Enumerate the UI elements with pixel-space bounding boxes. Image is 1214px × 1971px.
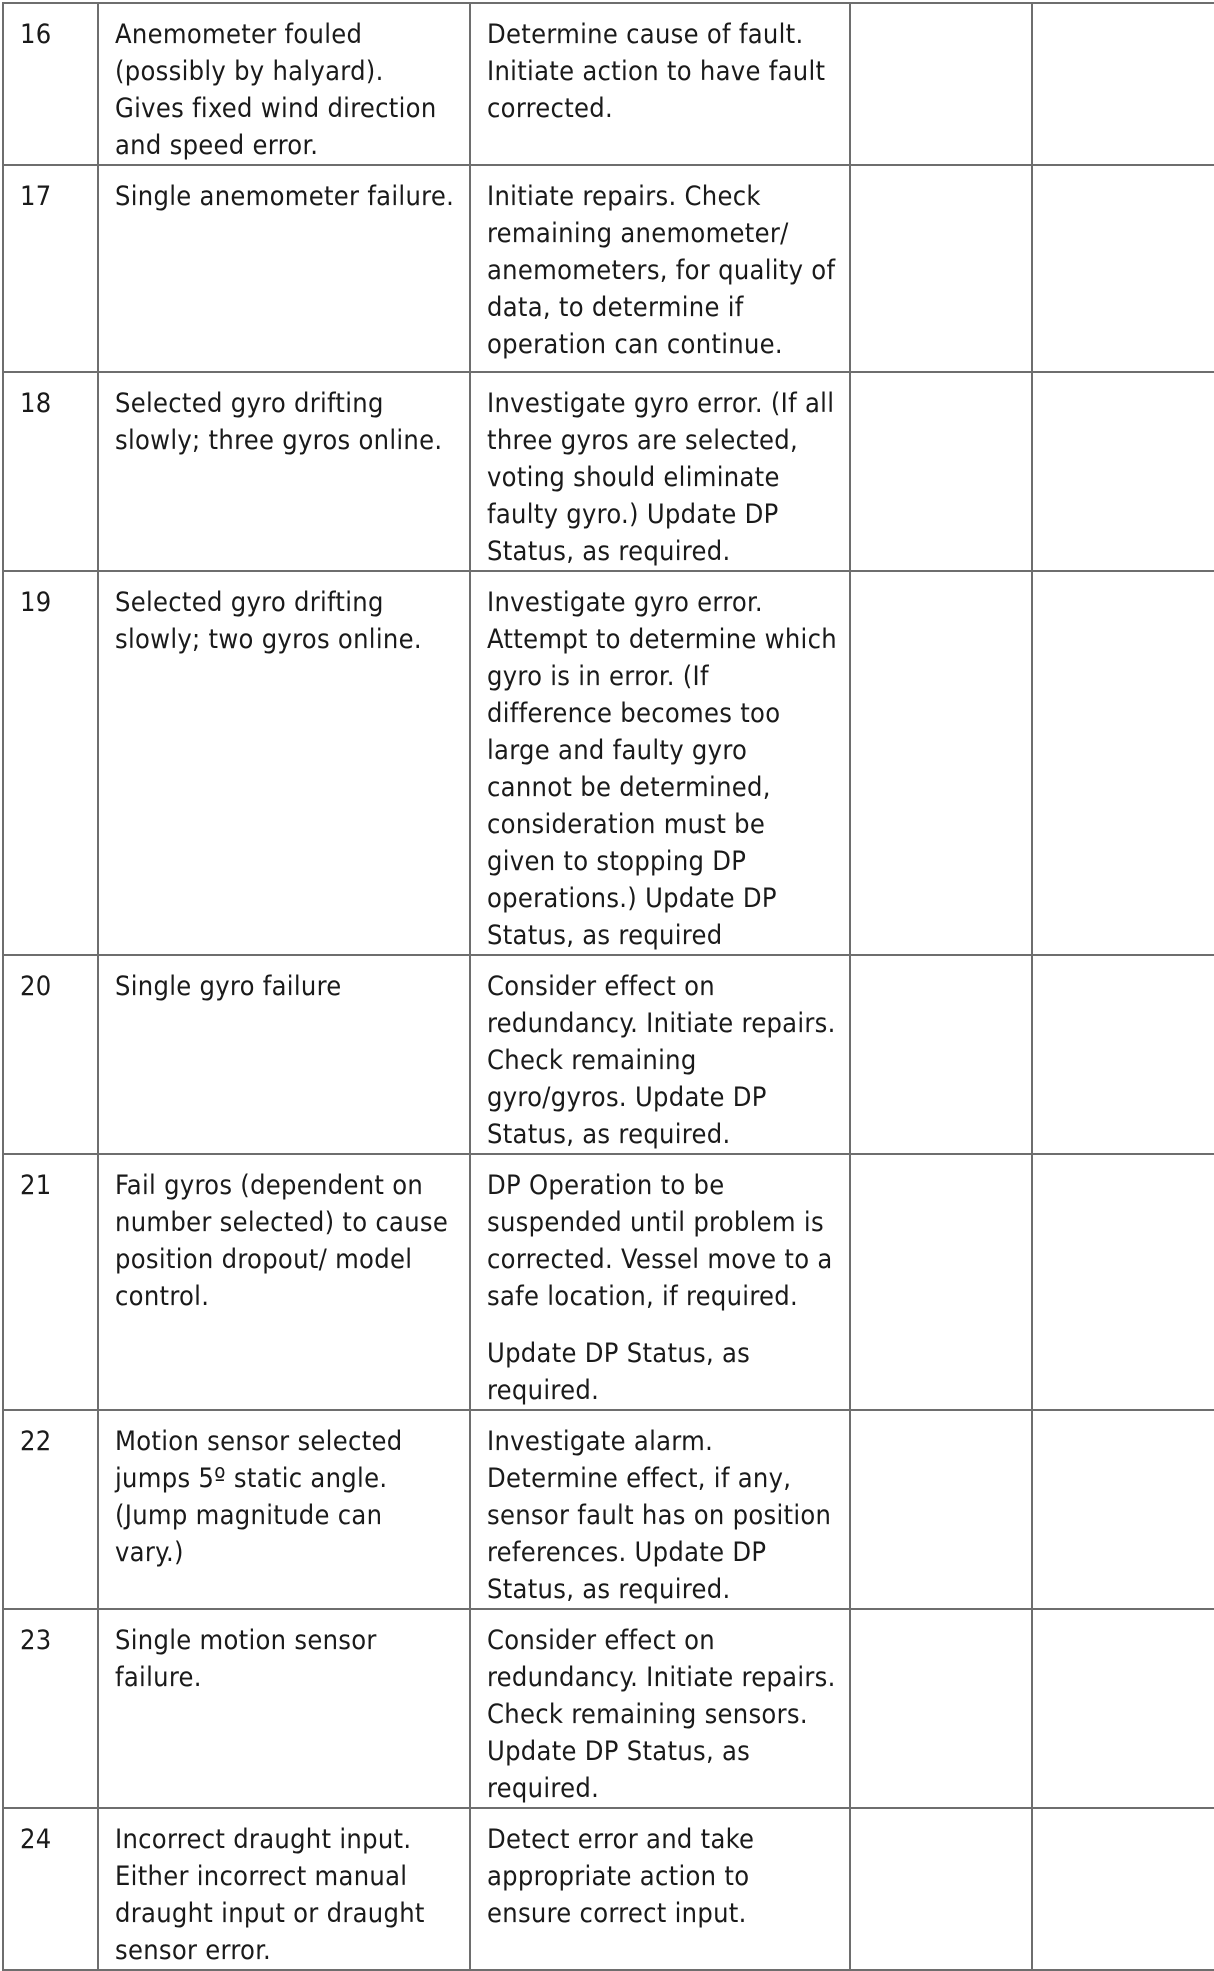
action-cell xyxy=(470,1410,850,1609)
condition-text: Fail gyros (dependent on number selected) to cause position dropout/ model control. xyxy=(115,1170,449,1312)
response-cell[interactable] xyxy=(850,1609,1032,1808)
row-number-cell xyxy=(3,571,98,955)
action-paragraph-2: Update DP Status, as required. xyxy=(487,1338,751,1406)
row-number-cell xyxy=(3,1410,98,1609)
row-number: 20 xyxy=(20,971,52,1002)
action-cell xyxy=(470,1154,850,1410)
action-cell xyxy=(470,165,850,372)
action-text: Consider effect on redundancy. Initiate repairs. Check remaining sensors. Update DP Status, as required. xyxy=(487,1625,836,1804)
table-row xyxy=(3,1609,1214,1808)
table-row xyxy=(3,372,1214,571)
action-text xyxy=(471,1155,849,1409)
condition-cell xyxy=(98,372,470,571)
row-number: 19 xyxy=(20,587,52,618)
initials-cell[interactable] xyxy=(1032,955,1214,1154)
condition-text: Single motion sensor failure. xyxy=(115,1625,377,1693)
condition-cell xyxy=(98,3,470,165)
response-cell[interactable] xyxy=(850,165,1032,372)
response-cell[interactable] xyxy=(850,1808,1032,1970)
condition-text: Single anemometer failure. xyxy=(115,181,455,212)
row-number: 22 xyxy=(20,1426,52,1457)
condition-cell xyxy=(98,1808,470,1970)
action-cell xyxy=(470,1808,850,1970)
initials-cell[interactable] xyxy=(1032,1808,1214,1970)
condition-text: Single gyro failure xyxy=(115,971,342,1002)
response-cell[interactable] xyxy=(850,372,1032,571)
condition-cell xyxy=(98,165,470,372)
table-row xyxy=(3,3,1214,165)
row-number: 23 xyxy=(20,1625,52,1656)
condition-text: Anemometer fouled (possibly by halyard). Gives fixed wind direction and speed error. xyxy=(115,19,437,161)
table-row xyxy=(3,1154,1214,1410)
table-row xyxy=(3,1410,1214,1609)
condition-text: Selected gyro drifting slowly; three gyros online. xyxy=(115,388,443,456)
action-text: Investigate gyro error. Attempt to determine which gyro is in error. (If difference becomes too large and faulty gyro cannot be determined, consideration must be given to stopping DP operations.) Update DP Status, as required xyxy=(487,587,837,951)
row-number-cell xyxy=(3,1609,98,1808)
action-text: Determine cause of fault. Initiate action to have fault corrected. xyxy=(487,19,826,124)
row-number-cell xyxy=(3,955,98,1154)
row-number-cell xyxy=(3,165,98,372)
condition-cell xyxy=(98,955,470,1154)
condition-text: Selected gyro drifting slowly; two gyros online. xyxy=(115,587,422,655)
initials-cell[interactable] xyxy=(1032,3,1214,165)
condition-cell xyxy=(98,1609,470,1808)
action-text: Detect error and take appropriate action to ensure correct input. xyxy=(487,1824,755,1929)
initials-cell[interactable] xyxy=(1032,1410,1214,1609)
row-number: 16 xyxy=(20,19,52,50)
initials-cell[interactable] xyxy=(1032,165,1214,372)
row-number: 24 xyxy=(20,1824,52,1855)
response-cell[interactable] xyxy=(850,1410,1032,1609)
condition-text: Incorrect draught input. Either incorrect manual draught input or draught sensor error. xyxy=(115,1824,425,1966)
row-number: 21 xyxy=(20,1170,52,1201)
response-cell[interactable] xyxy=(850,1154,1032,1410)
action-cell xyxy=(470,3,850,165)
table-row xyxy=(3,955,1214,1154)
condition-cell xyxy=(98,1410,470,1609)
row-number: 18 xyxy=(20,388,52,419)
response-cell[interactable] xyxy=(850,571,1032,955)
condition-text: Motion sensor selected jumps 5º static angle. (Jump magnitude can vary.) xyxy=(115,1426,403,1568)
condition-cell xyxy=(98,1154,470,1410)
action-text: Investigate alarm. Determine effect, if any, sensor fault has on position references. Update DP Status, as required. xyxy=(487,1426,832,1605)
action-text: Consider effect on redundancy. Initiate repairs. Check remaining gyro/gyros. Update DP Status, as required. xyxy=(487,971,836,1150)
response-cell[interactable] xyxy=(850,3,1032,165)
row-number-cell xyxy=(3,372,98,571)
action-cell xyxy=(470,571,850,955)
action-text: Initiate repairs. Check remaining anemometer/ anemometers, for quality of data, to determine if operation can continue. xyxy=(487,181,836,360)
initials-cell[interactable] xyxy=(1032,1609,1214,1808)
action-cell xyxy=(470,1609,850,1808)
action-cell xyxy=(470,372,850,571)
action-text: Investigate gyro error. (If all three gyros are selected, voting should eliminate faulty gyro.) Update DP Status, as required. xyxy=(487,388,835,567)
row-number-cell xyxy=(3,1808,98,1970)
initials-cell[interactable] xyxy=(1032,1154,1214,1410)
action-cell xyxy=(470,955,850,1154)
row-number-cell xyxy=(3,1154,98,1410)
fault-checklist-table xyxy=(2,2,1214,1971)
action-paragraph-1: DP Operation to be suspended until problem is corrected. Vessel move to a safe location, if required. xyxy=(487,1170,833,1312)
response-cell[interactable] xyxy=(850,955,1032,1154)
table-row xyxy=(3,1808,1214,1970)
table-row xyxy=(3,165,1214,372)
condition-cell xyxy=(98,571,470,955)
initials-cell[interactable] xyxy=(1032,372,1214,571)
row-number: 17 xyxy=(20,181,52,212)
row-number-cell xyxy=(3,3,98,165)
initials-cell[interactable] xyxy=(1032,571,1214,955)
table-row xyxy=(3,571,1214,955)
